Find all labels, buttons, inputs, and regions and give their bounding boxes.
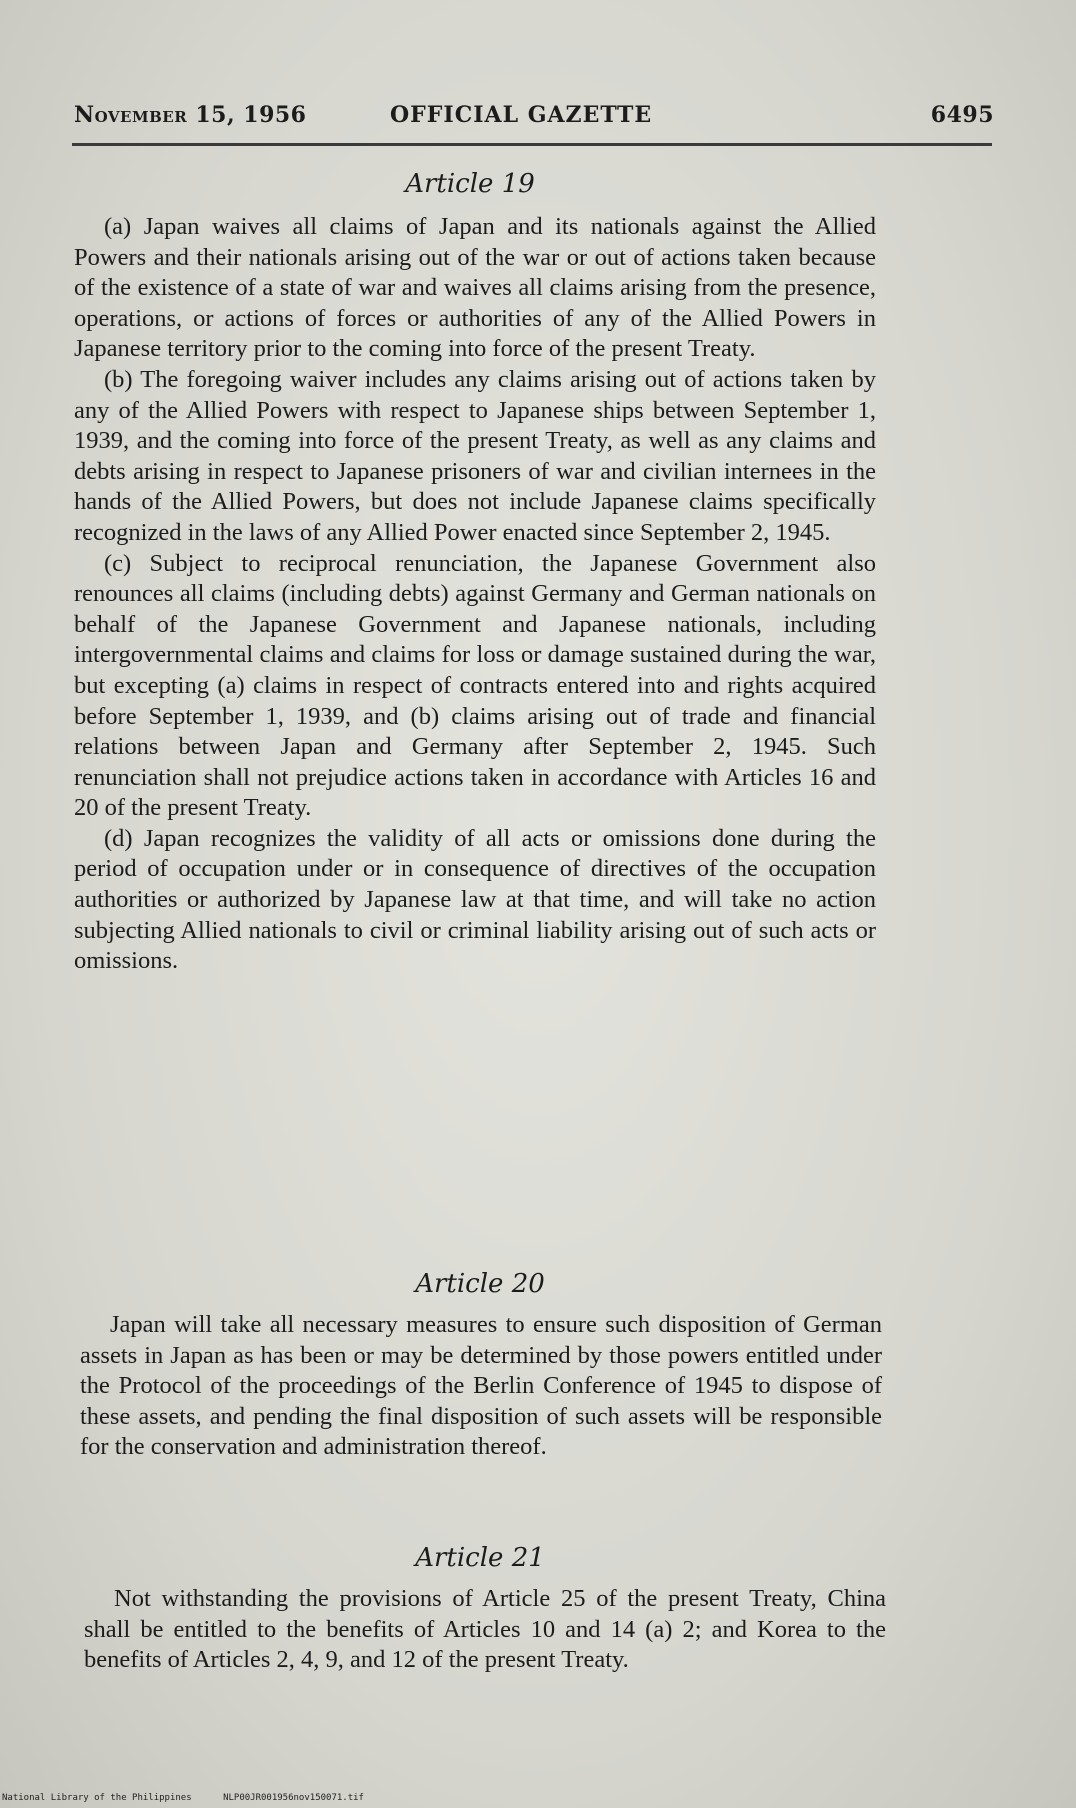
article-19-para-c: (c) Subject to reciprocal renunciation, the Japanese Government also renounces all claims (including debts) against Germany and German nationals on behalf of the Japanese Government and Japanese nationals, including intergovernmental claims and claims for loss or damage sustained during the war, but excepting (a) claims in respect of contracts entered into and rights acquired before September 1, 1939, and (b) claims arising out of trade and financial relations between Japan and Germany after September 2, 1945. Such renunciation shall not prejudice actions taken in accordance with Articles 16 and 20 of the present Treaty. <box>74 549 876 822</box>
article-19-para-d: (d) Japan recognizes the validity of all acts or omissions done during the period of occupation under or in consequence of directives of the occupation authorities or authorized by Japanese law at that time, and will take no action subjecting Allied nationals to civil or criminal liability arising out of such acts or omissions. <box>74 824 876 975</box>
article-20-body <box>80 1310 882 1463</box>
footer-library: National Library of the Philippines <box>2 1793 192 1803</box>
article-19-body <box>74 212 876 977</box>
article-21-para: Not withstanding the provisions of Article 25 of the present Treaty, China shall be entitled to the benefits of Articles 10 and 14 (a) 2; and Korea to the benefits of Articles 2, 4, 9, and 12 of the present Treaty. <box>84 1585 886 1674</box>
article-20-para: Japan will take all necessary measures to ensure such disposition of German assets in Japan as has been or may be determined by those powers entitled under the Protocol of the proceedings of the Berlin Conference of 1945 to dispose of these assets, and pending the final disposition of such assets will be responsible for the conservation and administration thereof. <box>80 1311 882 1461</box>
header-title: OFFICIAL GAZETTE <box>390 102 653 128</box>
header-date: November 15, 1956 <box>74 102 307 128</box>
article-21-body <box>84 1584 886 1676</box>
footer-file-id: NLP00JR001956nov150071.tif <box>223 1793 364 1803</box>
article-19-para-a: (a) Japan waives all claims of Japan and its nationals against the Allied Powers and their nationals arising out of the war or out of actions taken because of the existence of a state of war and waives all claims arising from the presence, operations, or actions of forces or authorities of any of the Allied Powers in Japanese territory prior to the coming into force of the present Treaty. <box>74 213 876 363</box>
article-19-para-b: (b) The foregoing waiver includes any claims arising out of actions taken by any of the Allied Powers with respect to Japanese ships between September 1, 1939, and the coming into force of the present Treaty, as well as any claims and debts arising in respect to Japanese prisoners of war and civilian internees in the hands of the Allied Powers, but does not include Japanese claims specifically recognized in the laws of any Allied Power enacted since September 2, 1945. <box>74 365 876 546</box>
article-21-heading: Article 21 <box>415 1543 545 1573</box>
page-header <box>74 96 994 136</box>
scan-footer <box>2 1793 390 1803</box>
article-19-heading: Article 19 <box>405 169 535 199</box>
article-20-heading: Article 20 <box>415 1269 545 1299</box>
header-rule <box>72 143 992 146</box>
header-page-number: 6495 <box>930 102 994 128</box>
